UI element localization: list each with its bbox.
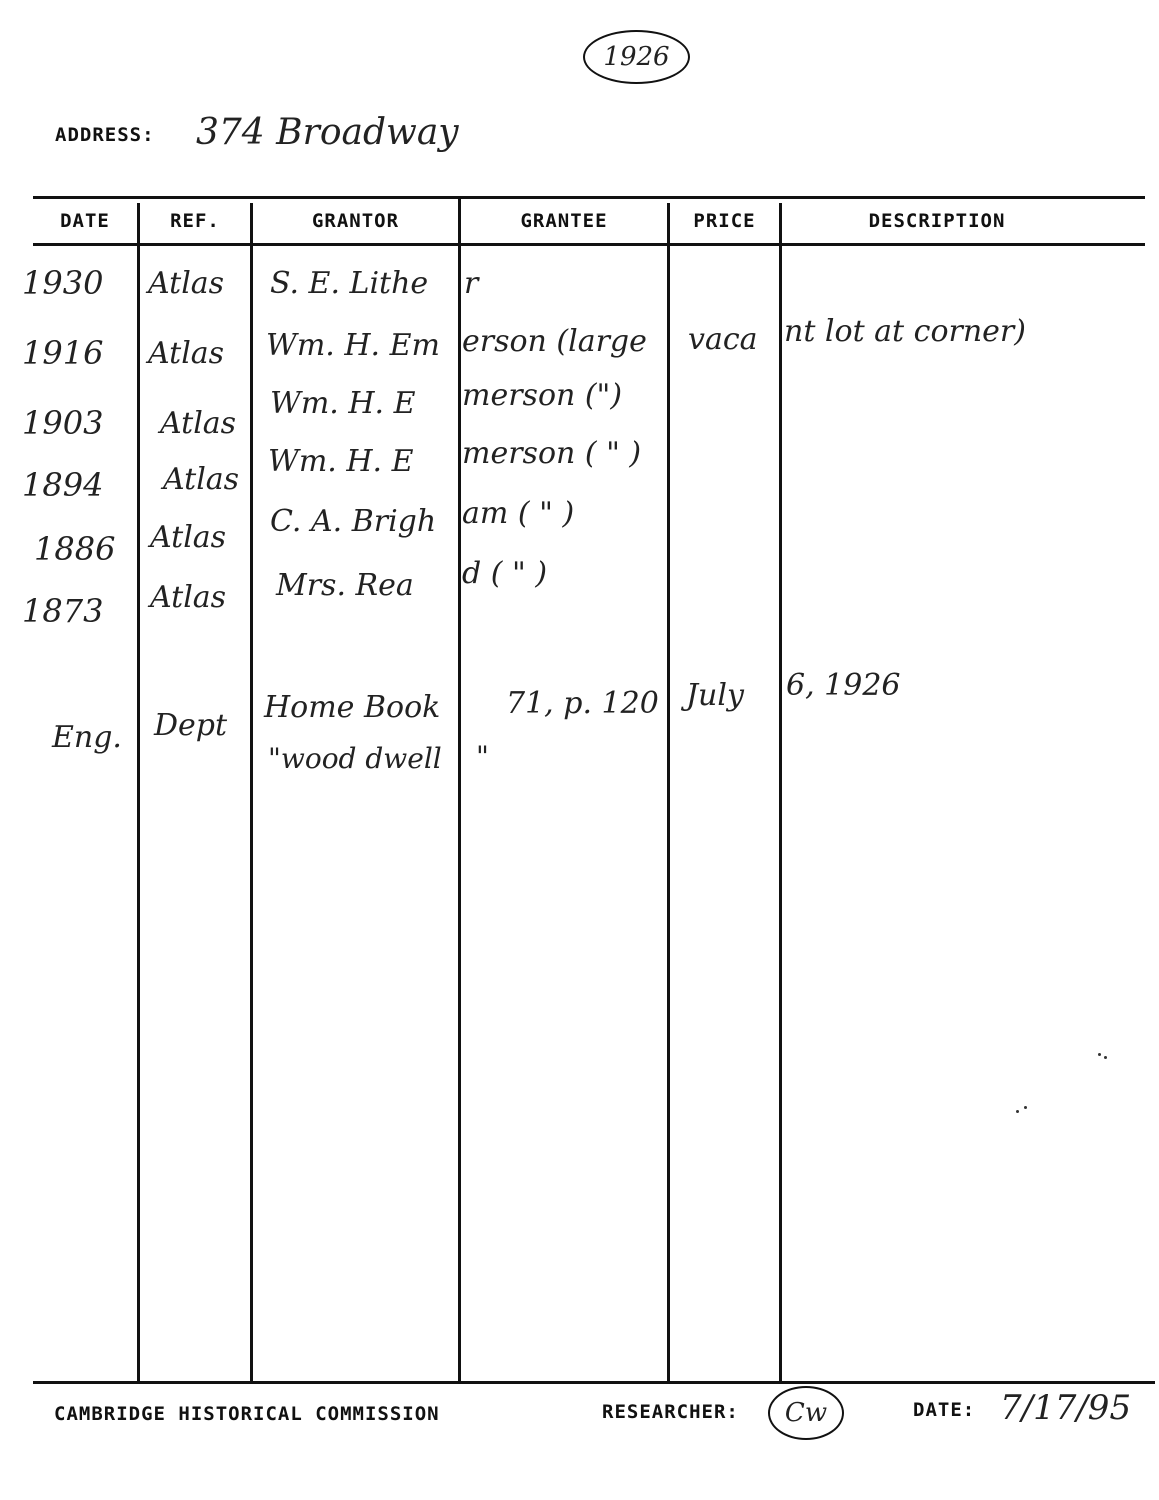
cell-grantor: "wood dwell — [268, 742, 442, 775]
researcher-initials-circle — [768, 1386, 844, 1440]
cell-date: 1930 — [22, 264, 104, 302]
researcher-initials: Cw — [784, 1398, 828, 1428]
header-date: DATE — [60, 210, 110, 232]
table-bottom-rule — [33, 1381, 1155, 1384]
column-divider — [137, 203, 140, 1381]
cell-grantee: 71, p. 120 — [506, 686, 659, 721]
cell-ref: Atlas — [160, 406, 237, 441]
file-number-text: 1926 — [603, 42, 670, 72]
cell-description: 6, 1926 — [786, 668, 901, 703]
cell-grantee: merson ( " ) — [462, 436, 642, 471]
cell-date: 1886 — [34, 530, 116, 568]
cell-grantor: Mrs. Rea — [276, 568, 414, 603]
table-top-rule — [33, 196, 1145, 199]
cell-grantee: merson (") — [462, 378, 623, 413]
cell-grantee: r — [464, 266, 479, 301]
cell-ref: Atlas — [163, 462, 240, 497]
column-divider — [458, 198, 461, 1381]
cell-ref: Atlas — [148, 336, 225, 371]
scan-speck — [1016, 1110, 1019, 1113]
cell-grantor: Wm. H. Em — [266, 328, 440, 363]
header-grantor: GRANTOR — [311, 210, 400, 232]
date-value: 7/17/95 — [1000, 1388, 1132, 1428]
cell-grantor: Wm. H. E — [270, 386, 416, 421]
header-price: PRICE — [693, 210, 756, 232]
scan-speck — [1024, 1106, 1027, 1109]
column-divider — [667, 203, 670, 1381]
cell-grantee: erson (large — [462, 324, 647, 359]
researcher-label: RESEARCHER: — [602, 1401, 739, 1423]
cell-date: 1916 — [22, 334, 104, 372]
cell-price: vaca — [688, 322, 758, 357]
cell-ref: Atlas — [150, 520, 227, 555]
cell-grantor: C. A. Brigh — [270, 504, 437, 539]
scan-speck — [1098, 1053, 1101, 1056]
cell-description: nt lot at corner) — [784, 314, 1026, 349]
cell-grantor: Home Book — [264, 690, 441, 725]
header-grantee: GRANTEE — [520, 210, 608, 232]
cell-date: 1873 — [22, 592, 104, 630]
cell-date: Eng. — [52, 720, 122, 755]
address-value: 374 Broadway — [196, 112, 459, 153]
cell-grantee: am ( " ) — [462, 496, 575, 531]
cell-ref: Atlas — [148, 266, 225, 301]
address-label: ADDRESS: — [55, 124, 155, 146]
column-divider — [779, 203, 782, 1381]
table-header-rule — [33, 243, 1145, 246]
cell-ref: Dept — [154, 708, 228, 743]
cell-price: July — [686, 678, 744, 713]
column-divider — [250, 203, 253, 1381]
commission-name: CAMBRIDGE HISTORICAL COMMISSION — [54, 1403, 440, 1425]
header-ref: REF. — [170, 210, 220, 232]
cell-date: 1894 — [22, 466, 104, 504]
scan-speck — [1104, 1056, 1107, 1059]
cell-grantee: " — [476, 740, 489, 773]
cell-grantor: S. E. Lithe — [270, 266, 429, 301]
cell-grantor: Wm. H. E — [268, 444, 414, 479]
header-description: DESCRIPTION — [868, 210, 1006, 232]
date-label: DATE: — [913, 1399, 976, 1421]
cell-grantee: d ( " ) — [462, 556, 548, 591]
cell-ref: Atlas — [150, 580, 227, 615]
file-number-stamp — [583, 30, 690, 84]
cell-date: 1903 — [22, 404, 104, 442]
